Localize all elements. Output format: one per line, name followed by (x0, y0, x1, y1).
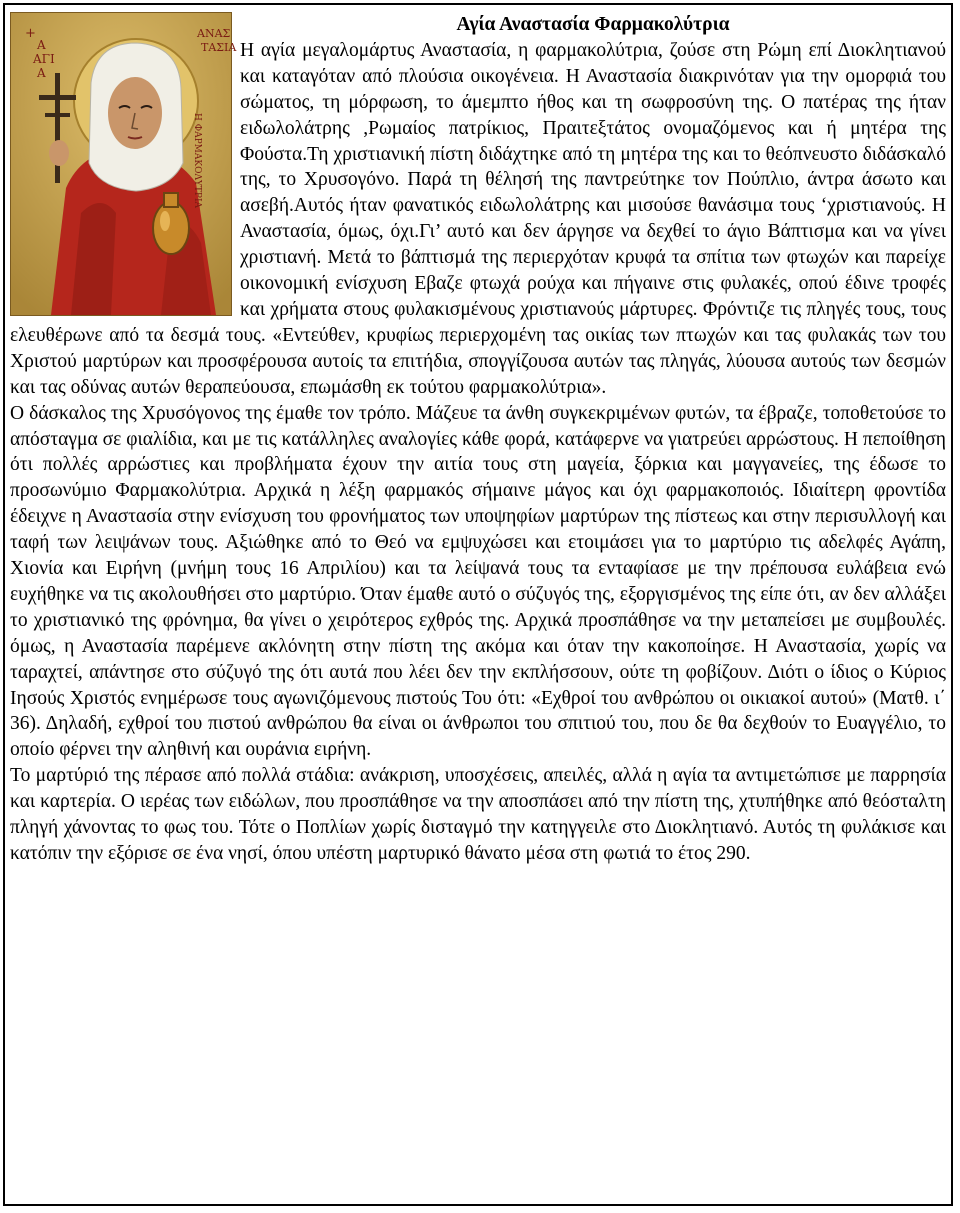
paragraph-martyrdom: Το μαρτύριό της πέρασε από πολλά στάδια: ανάκριση, υποσχέσεις, απειλές, αλλά η αγία τα αντιμετώπισε με παρρησία και καρτερία. Ο ιερέας των ειδώλων, που προσπάθησε να την αποσπάσει από την πίστη της, χτυπήθηκε από θεόσταλτη πληγή χάνοντας το φως του. Τότε ο Ποπλίων χωρίς δισταγμό την κατηγγειλε στο Διοκλητιανό. Αυτός τη φυλάκισε και κατόπιν την εξόρισε σε ένα νησί, όπου υπέστη μαρτυρικό θάνατο μέσα στη φωτιά το έτος 290. (10, 765, 946, 864)
document-body (10, 12, 946, 867)
svg-text:Η ΦΑΡΜΑΚΟΛΥΤΡΙΑ: Η ΦΑΡΜΑΚΟΛΥΤΡΙΑ (192, 113, 202, 209)
svg-text:ΑΝΑΣ: ΑΝΑΣ (197, 27, 231, 40)
svg-text:ΑΓΙ: ΑΓΙ (33, 52, 55, 66)
svg-text:Α: Α (37, 66, 46, 80)
svg-text:Α: Α (37, 38, 46, 52)
svg-text:ΤΑΣΙΑ: ΤΑΣΙΑ (201, 41, 237, 54)
document-title: Αγία Αναστασία Φαρμακολύτρια (456, 14, 730, 35)
svg-text:+: + (25, 26, 36, 41)
paragraph-intro: Η αγία μεγαλομάρτυς Αναστασία, η φαρμακολύτρια, ζούσε στη Ρώμη επί Διοκλητιανού και καταγόταν από πλούσια οικογένεια. Η Αναστασία διακρινόταν για την ομορφιά του σώματος, τη μόρφωση, το άμεμπτο ήθος και τη σωφροσύνη της. Ο πατέρας της ήταν ειδωλολάτρης ,Ρωμαίος πατρίκιος, Πραιτεξτάτος ονομαζόμενος και ή μητέρα της Φούστα.Τη χριστιανική πίστη διδάχτηκε από τη μητέρα της και το θεόπνευστο διδάσκαλό της, το Χρυσογόνο. Παρά τη θέλησή της παντρεύτηκε τον Πούπλιο, άντρα άσωτο και ασεβή.Αυτός ήταν φανατικός ειδωλολάτρης και μισούσε θανάσιμα τους ‘χριστιανούς. Η Αναστασία, όμως, όχι.Γι’ αυτό και δεν άργησε να δεχθεί το άγιο Βάπτισμα και να γίνει χριστιανή. Μετά το βάπτισμά της περιερχόταν κρυφά τα σπίτια των φτωχών και παρείχε οικονομική ενίσχυση Εβαζε φτωχά ρούχα και πήγαινε στις φυλακές, οπού έδινε τροφές και χρήματα στους φυλακισμένους χριστιανούς μάρτυρες. Φρόντιζε τις πληγές τους, τους ελευθέρωνε από τα δεσμά τους. «Εντεύθεν, κρυφίως περιερχομένη τας οικίας των πτωχών και τας φυλακάς των του Χριστού μαρτύρων και προσφέρουσα αυτοίς τα επιτήδια, σπογγίζουσα αυτών τας πληγάς, λύουσα αυτούς των δεσμών και τας οδύνας αυτών θεραπεύουσα, επωμάσθη εκ τούτου φαρμακολύτρια». (10, 39, 946, 398)
saint-anastasia-icon (10, 12, 237, 316)
paragraph-healing: Ο δάσκαλος της Χρυσόγονος της έμαθε τον τρόπο. Μάζευε τα άνθη συγκεκριμένων φυτών, τα έβραζε, τοποθετούσε το απόσταγμα σε φιαλίδια, και με τις κατάλληλες αναλογίες κάθε φορά, κατάφερνε να γιατρεύει αρρώστους. Η πεποίθηση ότι πολλές αρρώστιες και προβλήματα έχουν την αιτία τους στη μαγεία, ξόρκια και μαγγανείες, της έδωσε το προσωνύμιο Φαρμακολύτρια. Αρχικά η λέξη φαρμακός σήμαινε μάγος και όχι φαρμακοποιός. Ιδιαίτερη φροντίδα έδειχνε η Αναστασία στην ενίσχυση του φρονήματος των υποψηφίων μαρτύρων της πίστεως και στην περισυλλογή και ταφή των λειψάνων τους. Αξιώθηκε από το Θεό να εμψυχώσει και ετοιμάσει για το μαρτύριο τις αδελφές Αγάπη, Χιονία και Ειρήνη (μνήμη τους 16 Απριλίου) και τα λείψανά τους τα ενταφίασε με την πρέπουσα ευλάβεια ενώ ευχήθηκε να τις ακολουθήσει στο μαρτύριο. Όταν έμαθε αυτό ο σύζυγός της, εξοργισμένος της είπε ότι, αν δεν αλλάξει το χριστιανικό της φρόνημα, θα γίνει ο χειρότερος εχθρός της. Αρχικά προσπάθησε να την μεταπείσει με συμβουλές. όμως, η Αναστασία παρέμενε ακλόνητη στην πίστη της ακόμα και όταν την κακοποίησε. Η Αναστασία, χωρίς να ταραχτεί, απάντησε στο σύζυγό της ότι αυτά που λέει δεν την εκπλήσσουν, ούτε τη φοβίζουν. Διότι ο ίδιος ο Κύριος Ιησούς Χριστός ενημέρωσε τους αγωνιζόμενους πιστούς Του ότι: «Εχθροί του ανθρώπου οι οικιακοί αυτού» (Ματθ. ι΄ 36). Δηλαδή, εχθροί του πιστού ανθρώπου θα είναι οι άνθρωποι του σπιτιού του, που δε θα δεχθούν το Ευαγγέλιο, το οποίο φέρνει την αληθινή και ουράνια ειρήνη. (10, 402, 946, 761)
